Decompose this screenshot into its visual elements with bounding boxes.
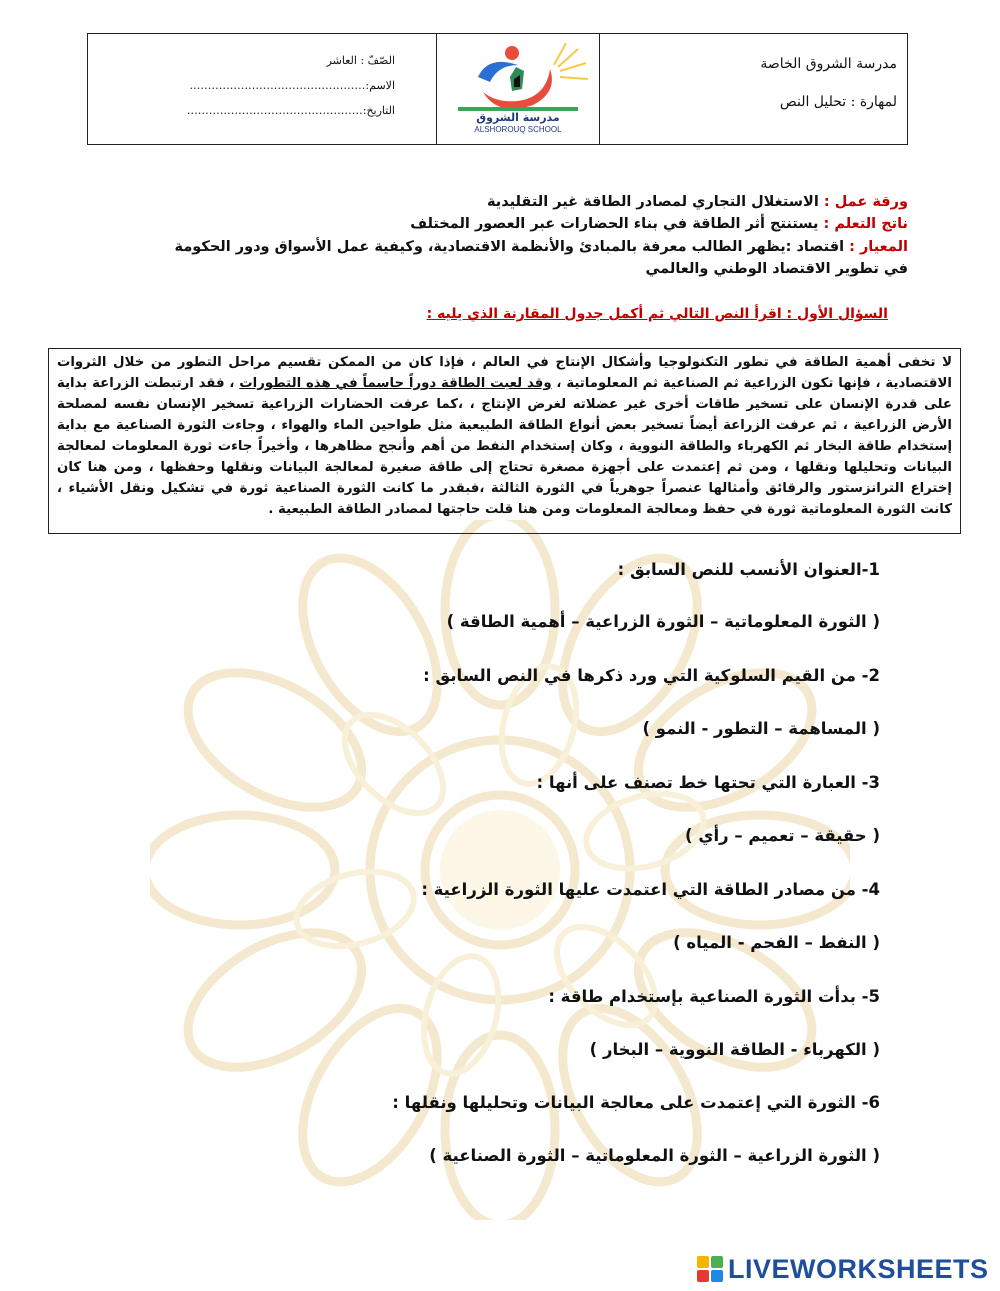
outcome-label: ناتج التعلم :	[823, 216, 908, 232]
name-label: الاسم:	[365, 79, 395, 92]
question-4-prompt: 4- من مصادر الطاقة التي اعتمدت عليها الثورة الزراعية :	[421, 880, 880, 899]
question-4-options[interactable]: ( النفط – الفحم - المياه )	[673, 933, 880, 952]
liveworksheets-brand	[697, 1254, 989, 1284]
logo-emblem-icon	[438, 37, 598, 125]
logo-english-text: ALSHOROUQ SCHOOL	[474, 125, 562, 134]
header-box	[87, 33, 908, 145]
outcome-text: يستنتج أثر الطاقة في بناء الحضارات عبر العصور المختلف	[410, 216, 819, 232]
school-logo	[438, 37, 598, 142]
liveworksheets-logo-icon	[697, 1256, 723, 1282]
passage-text	[57, 352, 952, 520]
question-6-prompt: 6- الثورة التي إعتمدت على معالجة البيانات وتحليلها ونقلها :	[392, 1093, 880, 1112]
criteria-text: اقتصاد :يظهر الطالب معرفة بالمبادئ والأنظمة الاقتصادية، وكيفية عمل الأسواق ودور الحكومة في تطوير الاقتصاد الوطني والعالمي	[174, 239, 908, 277]
question-2-options[interactable]: ( المساهمة – التطور - النمو )	[642, 719, 880, 738]
date-blank[interactable]: …………………………………………	[186, 104, 363, 117]
question-2-prompt: 2- من القيم السلوكية التي ورد ذكرها في النص السابق :	[423, 666, 880, 685]
passage-part1: لا تخفى أهمية الطاقة في تطور التكنولوجيا وأشكال الإنتاج في العالم ، فإذا كان من الممكن تقسيم مراحل التطور من خلال الثروات الاقتصادية ، فإنها تكون الزراعية ثم الصناعية ثم المعلوماتية ،	[57, 355, 952, 391]
svg-text:مدرسة الشروق: مدرسة الشروق	[476, 111, 560, 124]
skill-title: لمهارة : تحليل النص	[779, 94, 897, 110]
header-divider	[436, 34, 437, 144]
school-name: مدرسة الشروق الخاصة	[760, 56, 897, 72]
date-label: التاريخ:	[362, 104, 395, 117]
question-3-options[interactable]: ( حقيقة – تعميم – رأي )	[685, 826, 880, 845]
question-6-options[interactable]: ( الثورة الزراعية – الثورة المعلوماتية – الثورة الصناعية )	[429, 1146, 880, 1165]
worksheet-text: الاستغلال التجاري لمصادر الطاقة غير التقليدية	[486, 194, 819, 210]
name-line[interactable]	[189, 79, 395, 92]
header-divider	[599, 34, 600, 144]
criteria-line	[148, 236, 908, 280]
question-5-options[interactable]: ( الكهرباء - الطاقة النووية – البخار )	[589, 1040, 880, 1059]
liveworksheets-text: LIVEWORKSHEETS	[728, 1253, 989, 1284]
passage-part2: ، فقد ارتبطت الزراعة بداية على قدرة الإنسان على تسخير طاقات أخرى غير عضلاته لغرض الإنتاج ، ،كما عرفت الحضارات الزراعية تسخير الإنسان نفسه لمصلحة الأرض الزراعية ، ثم عرفت الزراعة أيضاً تسخير بعض أنواع الطاقة الطبيعية مثل طواحين الماء والهواء ، وجاءت الثورة الصناعية مع بداية إستخدام طاقة البخار ثم الكهرباء والطاقة النووية ، وكان إستخدام النفط من أهم وأنجح مظاهرها ، وأخيراً جاءت ثورة المعلومات لمعالجة البيانات وتحليلها ونقلها ، ومن ثم إعتمدت على أجهزة مصغرة تحتاج إلى طاقة صغيرة لمعالجة البيانات ونقلها وحفظها ، ومن هنا كان إختراع الترانزستور والرقائق وأمثالها عنصراً جوهرياً في الثورة الثالثة ،فبقدر ما كانت الثورة الصناعية ثورة في تشكيل ونقل الأشياء ، كانت الثورة المعلوماتية ثورة في حفظ ومعالجة المعلومات ومن هنا قلت حاجتها لمصادر الطاقة الطبيعية .	[57, 376, 952, 517]
outcome-line	[410, 213, 908, 235]
question-3-prompt: 3- العبارة التي تحتها خط تصنف على أنها :	[536, 773, 880, 792]
worksheet-label: ورقة عمل :	[823, 194, 908, 210]
question-5-prompt: 5- بدأت الثورة الصناعية بإستخدام طاقة :	[548, 987, 880, 1006]
question1-heading: السؤال الأول : اقرأ النص التالي ثم أكمل جدول المقارنة الذي يليه :	[426, 306, 888, 322]
question-1-options[interactable]: ( الثورة المعلوماتية – الثورة الزراعية – أهمية الطاقة )	[446, 612, 880, 631]
passage-underlined-sentence: وقد لعبت الطاقة دوراً حاسماً في هذه التطورات	[239, 376, 552, 391]
criteria-label: المعيار :	[849, 239, 908, 255]
passage-box	[48, 348, 961, 534]
name-blank[interactable]: …………………………………………	[189, 79, 366, 92]
question-1-prompt: 1-العنوان الأنسب للنص السابق :	[617, 560, 880, 579]
grade-label: الصّفّ : العاشر	[326, 54, 395, 67]
worksheet-line	[487, 191, 908, 213]
date-line[interactable]	[187, 104, 395, 117]
